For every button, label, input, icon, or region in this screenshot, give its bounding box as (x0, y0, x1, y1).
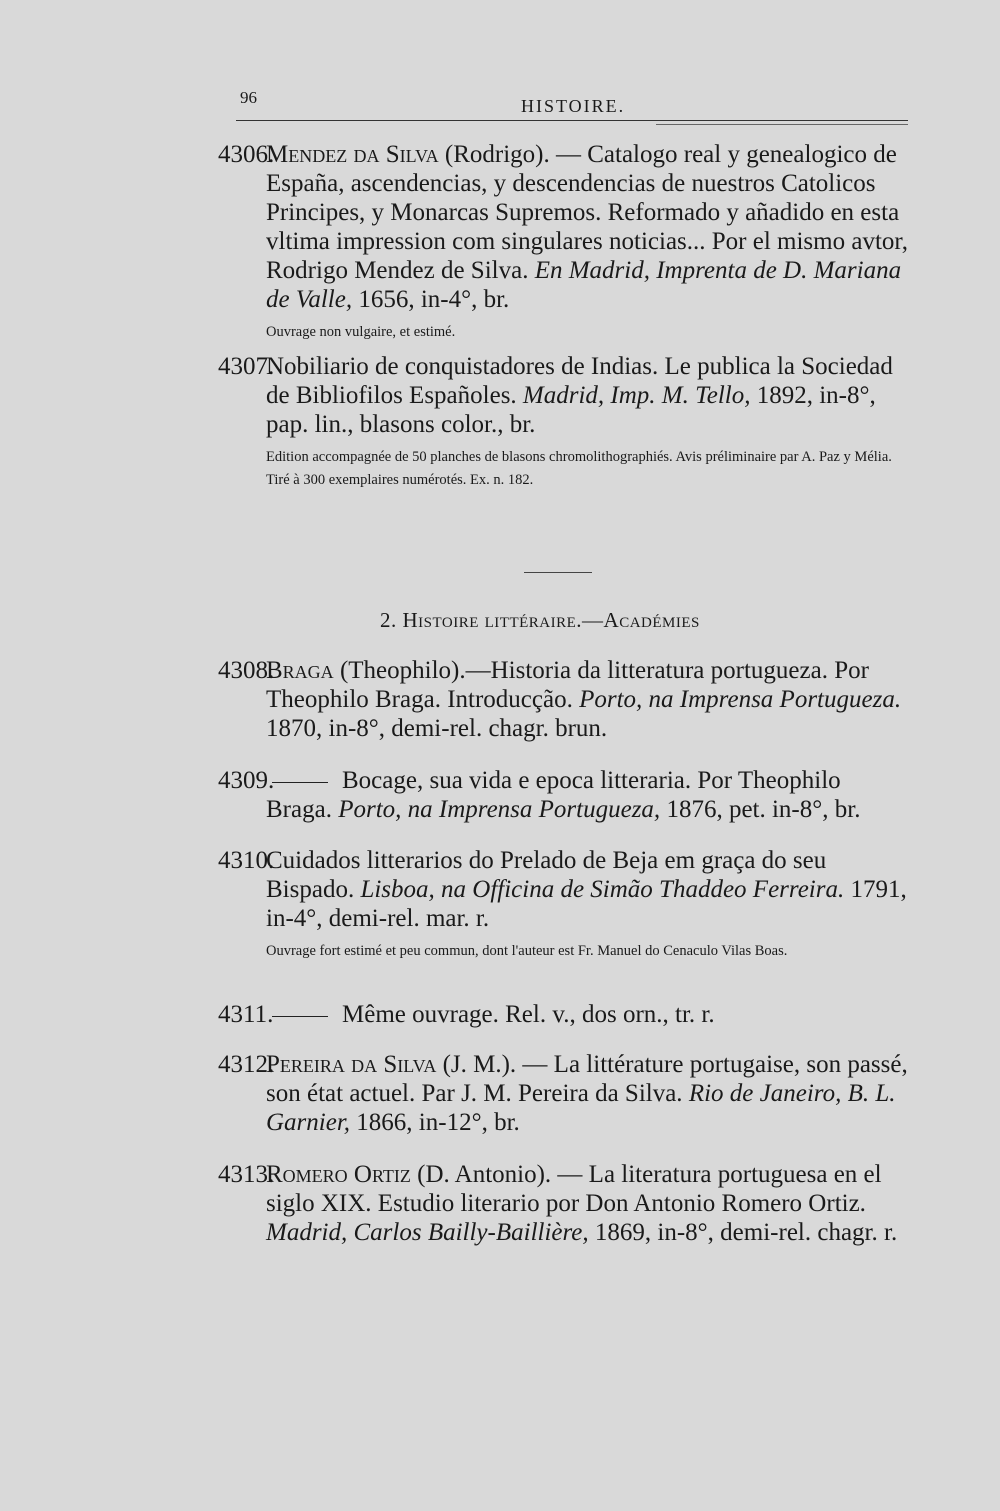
entry-text (218, 140, 908, 314)
entry-note: Ouvrage fort estimé et peu commun, dont l'auteur est Fr. Manuel do Cenaculo Vilas Boas. (266, 943, 788, 959)
ditto-dash (272, 782, 328, 783)
entry-text (218, 766, 908, 824)
entry-tail: 1866, in-12°, br. (356, 1109, 520, 1136)
entry-imprint: Rio de Janeiro, B. L. Garnier, (266, 1080, 896, 1136)
entry-number: 4313. (218, 1161, 275, 1188)
ditto-dash (272, 1016, 328, 1017)
entry-imprint: Porto, na Imprensa Portugueza, (338, 796, 661, 823)
section-name: Histoire littéraire. (402, 608, 583, 632)
entry-author: Braga (266, 657, 334, 684)
section-number: 2. (380, 608, 397, 632)
entry-author: Romero Ortiz (266, 1161, 411, 1188)
entry-number: 4309. (218, 767, 275, 794)
entry-number: 4307. (218, 353, 275, 380)
entry-text (218, 1050, 908, 1137)
entry-imprint: En Madrid, Imprenta de D. Mariana de Valle, (266, 257, 902, 313)
entry-note: Ouvrage non vulgaire, et estimé. (266, 324, 456, 340)
entry-4310 (218, 846, 908, 960)
entry-body: (J. M.). — La littérature portugaise, son passé, son état actuel. Par J. M. Pereira da Silva. (266, 1051, 908, 1107)
entry-text (218, 1160, 908, 1247)
header-rule-secondary (656, 124, 908, 125)
section-subname: —Académies (582, 608, 700, 632)
entry-tail: 1876, pet. in-8°, br. (666, 796, 861, 823)
entry-author: Mendez da Silva (266, 141, 439, 168)
running-title: HISTOIRE. (521, 96, 626, 116)
entry-body: Même ouvrage. Rel. v., dos orn., tr. r. (342, 1001, 715, 1028)
entry-text (218, 656, 908, 743)
entry-body: (D. Antonio). — La literatura portuguesa en el siglo XIX. Estudio literario por Don Antonio Romero Ortiz. (266, 1161, 882, 1217)
entry-body: Bocage, sua vida e epoca litteraria. Por Theophilo Braga. (266, 767, 841, 823)
entry-imprint: Porto, na Imprensa Portugueza. (579, 686, 902, 713)
entry-tail: 1656, in-4°, br. (358, 286, 510, 313)
entry-number: 4306. (218, 141, 275, 168)
page-number: 96 (240, 88, 257, 107)
entry-4308 (218, 656, 908, 743)
entry-4312 (218, 1050, 908, 1137)
entry-body: (Rodrigo). — Catalogo real y genealogico de España, ascendencias, y descendencias de nuestros Catolicos Principes, y Monarcas Supremos. Reformado y añadido en esta vltima impression com singulares noticias... Por el mismo avtor, Rodrigo Mendez de Silva. (266, 141, 908, 284)
entry-4313 (218, 1160, 908, 1247)
entry-imprint: Madrid, Carlos Bailly-Baillière, (266, 1219, 589, 1246)
entry-imprint: Lisboa, na Officina de Simão Thaddeo Ferreira. (360, 876, 845, 903)
entry-imprint: Madrid, Imp. M. Tello, (522, 382, 751, 409)
entry-tail: 1892, in-8°, pap. lin., blasons color., br. (266, 382, 876, 438)
entry-tail: 1870, in-8°, demi-rel. chagr. brun. (266, 715, 608, 742)
entry-body: Cuidados litterarios do Prelado de Beja em graça do seu Bispado. (266, 847, 827, 903)
section-separator (524, 572, 592, 573)
section-title (380, 608, 700, 633)
entry-4306 (218, 140, 908, 341)
entry-text (218, 352, 908, 439)
entry-tail: 1869, in-8°, demi-rel. chagr. r. (594, 1219, 898, 1246)
entry-4311 (218, 1000, 908, 1029)
entry-text (218, 846, 908, 933)
entry-text (218, 1000, 908, 1029)
entry-tail: 1791, in-4°, demi-rel. mar. r. (266, 876, 907, 932)
entry-number: 4310. (218, 847, 275, 874)
entry-note: Edition accompagnée de 50 planches de blasons chromolithographiés. Avis préliminaire par A. Paz y Mélia. (266, 449, 892, 465)
entry-number: 4308. (218, 657, 275, 684)
entry-4307 (218, 352, 908, 489)
entry-number: 4312. (218, 1051, 275, 1078)
entry-body: (Theophilo).—Historia da litteratura portugueza. Por Theophilo Braga. Introducção. (266, 657, 869, 713)
entry-body: Nobiliario de conquistadores de Indias. Le publica la Sociedad de Bibliofilos Españoles. (266, 353, 893, 409)
entry-note-2: Tiré à 300 exemplaires numérotés. Ex. n. 182. (266, 472, 534, 488)
entry-4309 (218, 766, 908, 824)
entry-number: 4311. (218, 1001, 274, 1028)
entry-author: Pereira da Silva (266, 1051, 437, 1078)
header-rule (236, 120, 908, 121)
page-header (236, 88, 908, 128)
